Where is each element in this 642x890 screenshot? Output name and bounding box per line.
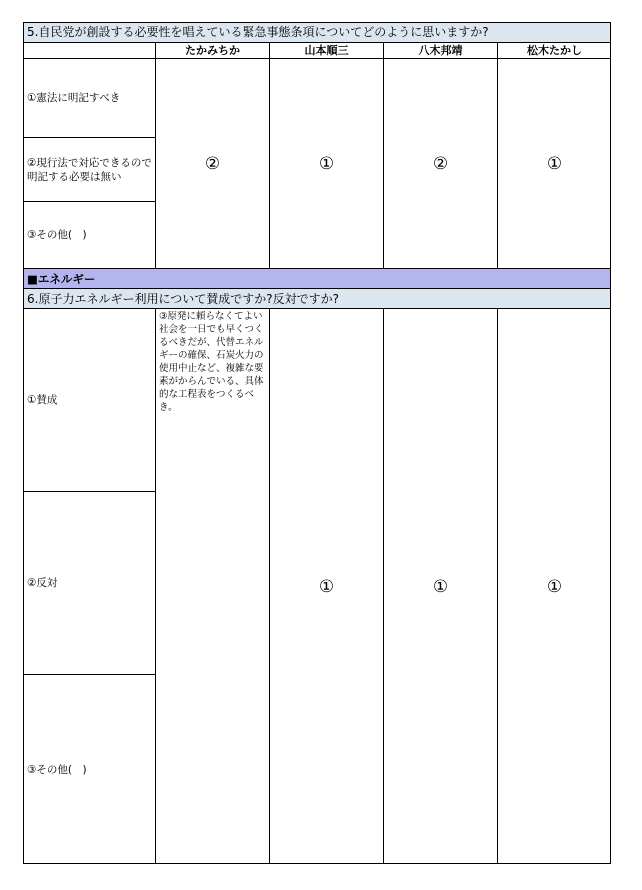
q6-option xyxy=(23,308,155,491)
q6-option xyxy=(23,674,155,864)
q6-answer: ① xyxy=(269,308,383,864)
candidate-name: 松木たかし xyxy=(497,42,611,58)
candidate-name: たかみちか xyxy=(155,42,269,58)
q6-comment: ③原発に頼らなくてよい社会を一日でも早くつくるべきだが、代替エネルギーの確保、石炭火力の使用中止など、複雑な要素がからんでいる、具体的な工程表をつくるべき。 xyxy=(155,308,269,864)
q5-option xyxy=(23,137,155,201)
q5-answer: ② xyxy=(383,58,497,268)
header-corner xyxy=(23,42,155,58)
q6-title: 6.原子力エネルギー利用について賛成ですか?反対ですか? xyxy=(23,288,611,308)
q5-option xyxy=(23,58,155,137)
option-label: ③その他( ) xyxy=(27,229,87,241)
candidate-name: 山本順三 xyxy=(269,42,383,58)
option-label: ①賛成 xyxy=(27,394,58,406)
q6-answer: ① xyxy=(497,308,611,864)
candidate-name: 八木邦靖 xyxy=(383,42,497,58)
option-label: ①憲法に明記すべき xyxy=(27,92,121,104)
section-energy: ■エネルギー xyxy=(23,268,611,288)
q6-option xyxy=(23,491,155,674)
q5-answer: ① xyxy=(269,58,383,268)
option-label: ②現行法で対応できるので明記する必要は無い xyxy=(27,156,152,183)
q6-answer: ① xyxy=(383,308,497,864)
survey-sheet xyxy=(23,22,611,864)
option-label: ③その他( ) xyxy=(27,763,87,776)
q5-answer: ② xyxy=(155,58,269,268)
q5-option xyxy=(23,201,155,268)
option-label: ②反対 xyxy=(27,577,58,589)
q5-title: 5.自民党が創設する必要性を唱えている緊急事態条項についてどのように思いますか? xyxy=(23,22,611,42)
q5-answer: ① xyxy=(497,58,611,268)
